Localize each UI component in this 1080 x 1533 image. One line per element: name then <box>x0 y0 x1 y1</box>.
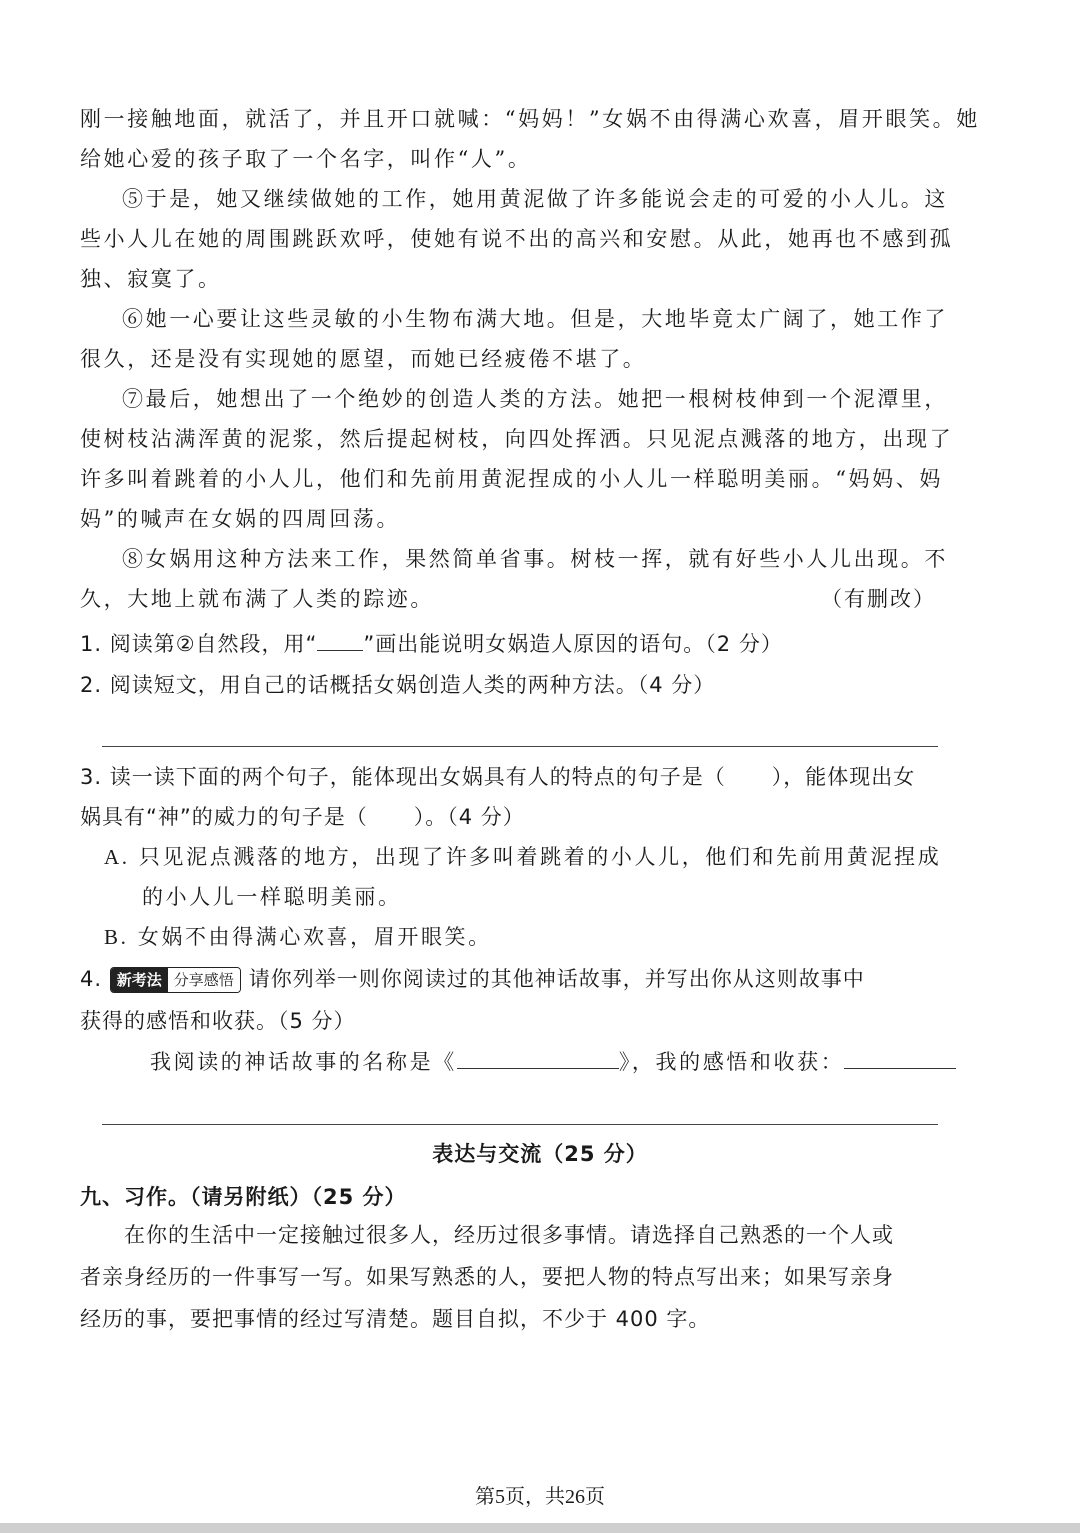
section-title: 表达与交流（25 分） <box>432 1142 648 1166</box>
question-1-text-b: ”画出能说明女娲造人原因的语句。（2 分） <box>363 632 783 656</box>
question-3-text-b: ），能体现出女 <box>771 765 916 789</box>
question-4-fill-line <box>150 1046 940 1077</box>
question-3-text-a: 3. 读一读下面的两个句子，能体现出女娲具有人的特点的句子是（ <box>80 765 726 789</box>
passage-p4-line1: 刚一接触地面，就活了，并且开口就喊：“妈妈！”女娲不由得满心欢喜，眉开眼笑。她 <box>80 107 980 131</box>
option-a-text-line2: 的小人儿一样聪明美丽。 <box>142 885 402 909</box>
question-4-number: 4. <box>80 967 103 991</box>
insight-blank[interactable] <box>844 1046 956 1069</box>
passage-p6-line2: 很久，还是没有实现她的愿望，而她已经疲倦不堪了。 <box>80 347 647 371</box>
question-2: 2. 阅读短文，用自己的话概括女娲创造人类的两种方法。（4 分） <box>80 673 716 697</box>
question-9-heading: 九、习作。（请另附纸）（25 分） <box>80 1185 407 1209</box>
passage-p4-line2: 给她心爱的孩子取了一个名字，叫作“人”。 <box>80 147 532 171</box>
passage-p8-line2: 久，大地上就布满了人类的踪迹。 <box>80 587 434 611</box>
tag-share-insight: 分享感悟 <box>168 968 240 992</box>
passage-p5-line2: 些小人儿在她的周围跳跃欢呼，使她有说不出的高兴和安慰。从此，她再也不感到孤 <box>80 227 954 251</box>
question-2-answer-line[interactable] <box>102 746 938 747</box>
passage-p6-line1: ⑥她一心要让这些灵敏的小生物布满大地。但是，大地毕竟太广阔了，她工作了 <box>122 307 948 331</box>
passage-p7-line2: 使树枝沾满浑黄的泥浆，然后提起树枝，向四处挥洒。只见泥点溅落的地方，出现了 <box>80 427 954 451</box>
option-b-label: B. <box>104 925 129 949</box>
passage-p7-line1: ⑦最后，她想出了一个绝妙的创造人类的方法。她把一根树枝伸到一个泥潭里， <box>122 387 948 411</box>
question-4-fill-text-b: 》，我的感悟和收获： <box>618 1050 845 1074</box>
passage-p8-line1: ⑧女娲用这种方法来工作，果然简单省事。树枝一挥，就有好些小人儿出现。不 <box>122 547 948 571</box>
question-9-line3: 经历的事，要把事情的经过写清楚。题目自拟，不少于 400 字。 <box>80 1307 711 1331</box>
passage-p5-line1: ⑤于是，她又继续做她的工作，她用黄泥做了许多能说会走的可爱的小人儿。这 <box>122 187 948 211</box>
option-a-text-line1: 只见泥点溅落的地方，出现了许多叫着跳着的小人儿，他们和先前用黄泥捏成 <box>138 845 942 869</box>
question-1-text-a: 1. 阅读第②自然段，用“ <box>80 632 318 656</box>
question-1 <box>80 628 940 659</box>
new-method-tag <box>110 967 241 993</box>
question-4-line2: 获得的感悟和收获。（5 分） <box>80 1009 356 1033</box>
tag-new-method: 新考法 <box>111 968 168 992</box>
question-3-text-c: 娲具有“神”的威力的句子是（ <box>80 805 368 829</box>
question-9-line1: 在你的生活中一定接触过很多人，经历过很多事情。请选择自己熟悉的一个人或 <box>124 1223 894 1247</box>
question-1-underline-sample <box>317 628 363 651</box>
question-3-option-b <box>104 922 940 952</box>
question-4-line1 <box>80 964 940 994</box>
option-a-label: A. <box>104 845 130 869</box>
option-b-text: 女娲不由得满心欢喜，眉开眼笑。 <box>137 925 492 949</box>
passage-p7-line3: 许多叫着跳着的小人儿，他们和先前用黄泥捏成的小人儿一样聪明美丽。“妈妈、妈 <box>80 467 943 491</box>
story-name-blank[interactable] <box>457 1046 619 1069</box>
question-4-fill-text-a: 我阅读的神话故事的名称是《 <box>150 1050 457 1074</box>
source-note: （有删改） <box>821 587 936 611</box>
bottom-scroll-bar <box>0 1523 1080 1533</box>
question-3-text-d: ）。（4 分） <box>413 805 525 829</box>
question-3-line2 <box>80 802 940 832</box>
passage-p7-line4: 妈”的喊声在女娲的四周回荡。 <box>80 507 401 531</box>
passage-p5-line3: 独、寂寞了。 <box>80 267 222 291</box>
page-number: 第5页，共26页 <box>475 1486 605 1508</box>
question-9-line2: 者亲身经历的一件事写一写。如果写熟悉的人，要把人物的特点写出来；如果写亲身 <box>80 1265 894 1289</box>
question-4-text-line1: 请你列举一则你阅读过的其他神话故事，并写出你从这则故事中 <box>248 967 865 991</box>
question-4-answer-line[interactable] <box>102 1124 938 1125</box>
question-3-line1 <box>80 762 940 792</box>
question-3-option-a <box>104 842 940 872</box>
